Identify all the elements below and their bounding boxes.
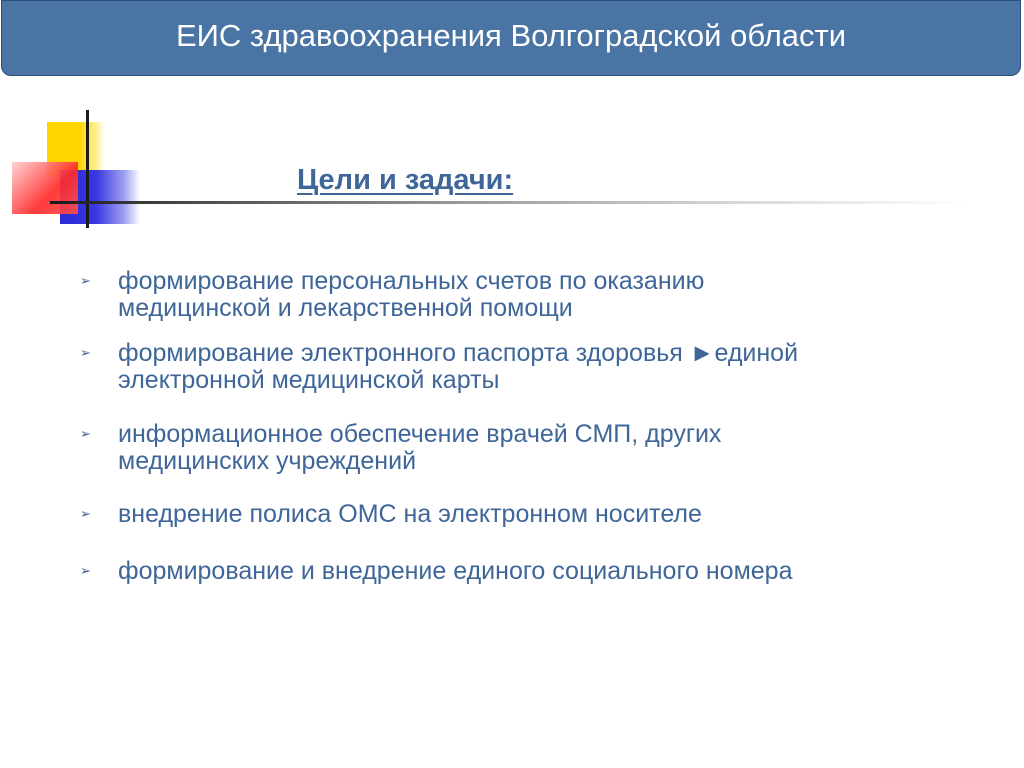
list-item-line: информационное обеспечение врачей СМП, других	[118, 420, 722, 448]
list-item-text	[118, 558, 968, 585]
decorative-logo	[0, 100, 180, 240]
list-item-text	[118, 421, 968, 475]
arrow-bullet-icon: ➢	[80, 426, 91, 441]
horizontal-line-decoration	[50, 201, 970, 204]
arrow-bullet-icon: ➢	[80, 563, 91, 578]
list-item-line: медицинской и лекарственной помощи	[118, 294, 573, 322]
list-item-line: электронной медицинской карты	[118, 366, 500, 394]
list-item-text	[118, 501, 968, 528]
list-item-line: внедрение полиса ОМС на электронном носителе	[118, 500, 702, 528]
arrow-bullet-icon: ➢	[80, 273, 91, 288]
red-square-decoration	[12, 162, 78, 214]
section-title: Цели и задачи:	[297, 164, 514, 196]
header-bar	[1, 0, 1021, 76]
arrow-bullet-icon: ➢	[80, 506, 91, 521]
vertical-line-decoration	[86, 110, 89, 228]
list-item-line: формирование и внедрение единого социального номера	[118, 557, 793, 585]
list-item-line: формирование электронного паспорта здоровья ►единой	[118, 339, 799, 367]
list-item-text	[118, 268, 968, 322]
list-item-line: формирование персональных счетов по оказанию	[118, 267, 705, 295]
arrow-bullet-icon: ➢	[80, 345, 91, 360]
list-item-line: медицинских учреждений	[118, 447, 417, 475]
page-title: ЕИС здравоохранения Волгоградской области	[175, 18, 847, 53]
list-item-text	[118, 340, 968, 394]
